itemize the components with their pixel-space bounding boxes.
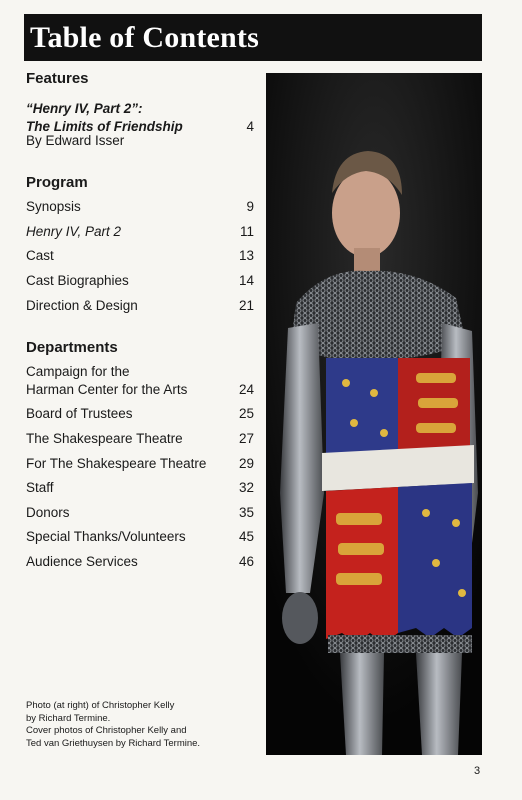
- program-item-label: Direction & Design: [26, 298, 138, 313]
- program-item-label: Henry IV, Part 2: [26, 224, 122, 239]
- department-item-label: Staff: [26, 480, 54, 495]
- department-item-page: 27: [238, 431, 254, 446]
- department-item-label: Board of Trustees: [26, 406, 133, 421]
- feature-article[interactable]: [26, 100, 254, 136]
- program-item-label: Synopsis: [26, 199, 81, 214]
- department-item-for-shakespeare-theatre[interactable]: [26, 455, 254, 473]
- department-item-donors[interactable]: [26, 504, 254, 522]
- program-item-page: 14: [238, 273, 254, 288]
- program-item-page: 9: [246, 199, 254, 214]
- program-item-direction-design[interactable]: [26, 297, 254, 315]
- credit-line: Cover photos of Christopher Kelly and: [26, 725, 187, 736]
- feature-article-title-line1: “Henry IV, Part 2”:: [26, 101, 143, 116]
- department-item-special-thanks[interactable]: [26, 528, 254, 546]
- program-item-page: 11: [239, 224, 254, 239]
- feature-byline: [26, 132, 254, 150]
- feature-byline-text: By Edward Isser: [26, 133, 125, 148]
- department-item-label: Donors: [26, 505, 70, 520]
- program-item-synopsis[interactable]: [26, 198, 254, 216]
- program-item-page: 21: [238, 298, 254, 313]
- department-item-page: 32: [238, 480, 254, 495]
- department-item-label: Special Thanks/Volunteers: [26, 529, 186, 544]
- photo-credits: [26, 700, 256, 750]
- department-item-campaign[interactable]: [26, 363, 254, 399]
- program-item-label: Cast Biographies: [26, 273, 129, 288]
- feature-article-title-line2: The Limits of Friendship: [26, 119, 183, 134]
- armored-knight-illustration: [266, 73, 482, 755]
- credit-line: Ted van Griethuysen by Richard Termine.: [26, 737, 201, 749]
- program-item-cast[interactable]: [26, 247, 254, 265]
- program-item-label: Cast: [26, 248, 54, 263]
- department-item-label-line2: Harman Center for the Arts: [26, 382, 188, 397]
- department-item-page: 24: [238, 382, 254, 397]
- features-heading: Features: [26, 70, 89, 87]
- program-item-play[interactable]: [26, 223, 254, 241]
- department-item-page: 35: [238, 505, 254, 520]
- department-item-staff[interactable]: [26, 479, 254, 497]
- department-item-page: 46: [238, 554, 254, 569]
- department-item-page: 45: [238, 529, 254, 544]
- credit-line: by Richard Termine.: [26, 712, 111, 724]
- program-item-cast-biographies[interactable]: [26, 272, 254, 290]
- program-item-page: 13: [238, 248, 254, 263]
- department-item-audience-services[interactable]: [26, 553, 254, 571]
- actor-photo: [266, 73, 482, 755]
- department-item-page: 29: [238, 456, 254, 471]
- department-item-label: The Shakespeare Theatre: [26, 431, 183, 446]
- feature-article-page: 4: [246, 119, 254, 134]
- department-item-board[interactable]: [26, 405, 254, 423]
- credit-line: Photo (at right) of Christopher Kelly: [26, 700, 175, 711]
- department-item-page: 25: [238, 406, 254, 421]
- departments-heading: Departments: [26, 339, 118, 356]
- page-title: Table of Contents: [24, 14, 482, 61]
- program-heading: Program: [26, 174, 88, 191]
- department-item-label-line1: Campaign for the: [26, 364, 130, 379]
- department-item-label: Audience Services: [26, 554, 138, 569]
- department-item-shakespeare-theatre[interactable]: [26, 430, 254, 448]
- page-number: 3: [474, 765, 481, 777]
- department-item-label: For The Shakespeare Theatre: [26, 456, 207, 471]
